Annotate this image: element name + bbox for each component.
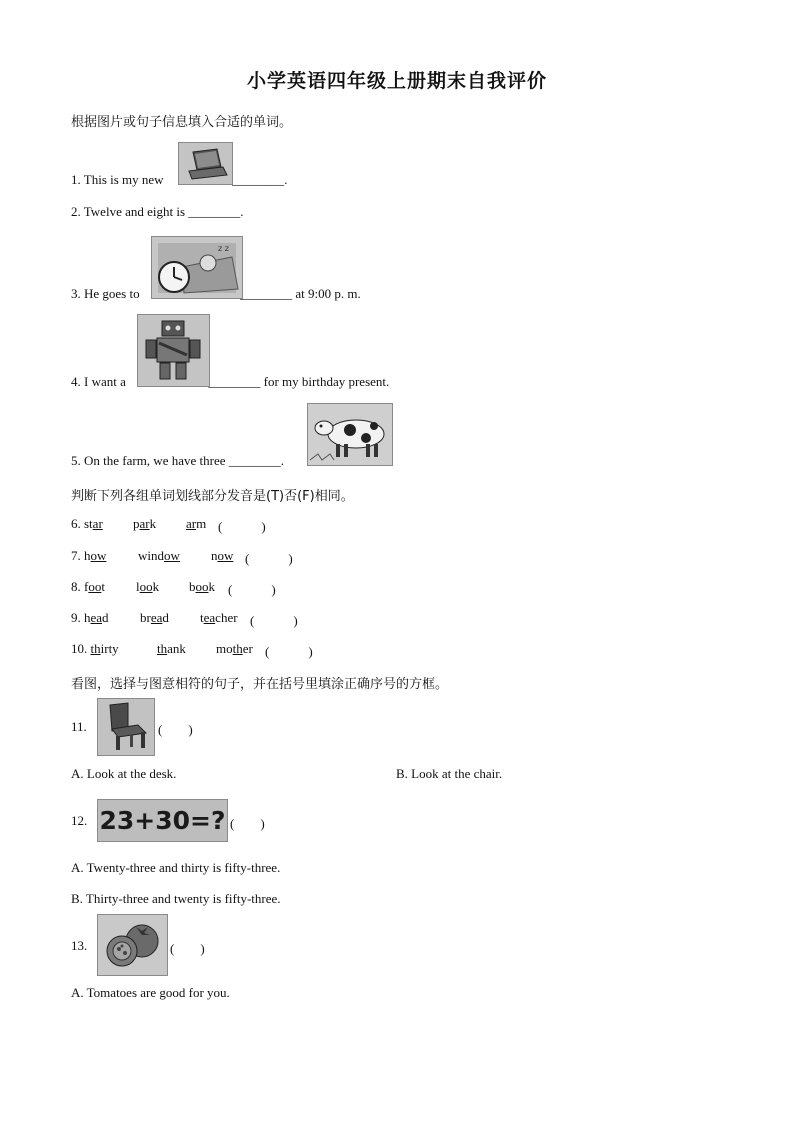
q5-blank[interactable]: ________ bbox=[228, 453, 281, 468]
section2-instruction: 判断下列各组单词划线部分发音是(T)否(F)相同。 bbox=[71, 489, 354, 504]
q13-answer-paren[interactable]: ( ) bbox=[170, 941, 205, 956]
section3-instruction: 看图，选择与图意相符的句子，并在括号里填涂正确序号的方框。 bbox=[71, 677, 449, 692]
question-1 bbox=[71, 172, 287, 188]
equation-text: 23+30=? bbox=[99, 806, 226, 835]
q4-text: 4. I want a bbox=[71, 374, 126, 389]
q2-text: 2. Twelve and eight is bbox=[71, 204, 186, 219]
q6-number: 6. bbox=[71, 516, 81, 531]
question-5 bbox=[71, 453, 284, 469]
q1-blank[interactable]: ________ bbox=[232, 172, 285, 187]
q12-option-b[interactable]: B. Thirty-three and twenty is fifty-three. bbox=[71, 891, 281, 906]
q9-number: 9. bbox=[71, 610, 81, 625]
q2-blank[interactable]: ________ bbox=[188, 204, 241, 219]
q10-word3: mother bbox=[216, 641, 253, 656]
q11-option-a[interactable]: A. Look at the desk. bbox=[71, 766, 177, 781]
q8-answer-paren[interactable]: ( ) bbox=[228, 582, 276, 597]
q1-after: . bbox=[284, 172, 288, 187]
q6-word2: park bbox=[133, 516, 157, 531]
svg-text:z z: z z bbox=[218, 244, 229, 253]
q6-word1: star bbox=[84, 516, 103, 531]
q5-after: . bbox=[280, 453, 284, 468]
q8-word1: foot bbox=[84, 579, 105, 594]
question-6 bbox=[71, 516, 103, 532]
q10-number: 10. bbox=[71, 641, 88, 656]
q8-word2: look bbox=[136, 579, 160, 594]
cow-image bbox=[307, 403, 393, 466]
q11-answer-paren[interactable]: ( ) bbox=[158, 722, 193, 737]
question-3 bbox=[71, 286, 361, 302]
q10-word1: thirty bbox=[90, 641, 119, 656]
question-2 bbox=[71, 204, 244, 220]
q7-answer-paren[interactable]: ( ) bbox=[245, 551, 293, 566]
q8-word3: book bbox=[189, 579, 215, 594]
q8-number: 8. bbox=[71, 579, 81, 594]
question-4 bbox=[71, 374, 389, 390]
q9-answer-paren[interactable]: ( ) bbox=[250, 613, 298, 628]
q12-option-a[interactable]: A. Twenty-three and thirty is fifty-three. bbox=[71, 860, 281, 875]
q10-answer-paren[interactable]: ( ) bbox=[265, 644, 313, 659]
q1-text: 1. This is my new bbox=[71, 172, 164, 187]
chair-image bbox=[97, 698, 155, 756]
q13-number: 13. bbox=[71, 938, 88, 953]
q9-word3: teacher bbox=[200, 610, 238, 625]
q11-option-b[interactable]: B. Look at the chair. bbox=[396, 766, 503, 781]
q9-word2: bread bbox=[140, 610, 169, 625]
q11-number: 11. bbox=[71, 719, 87, 734]
question-10 bbox=[71, 641, 119, 657]
tomatoes-image bbox=[97, 914, 168, 976]
q13-option-a[interactable]: A. Tomatoes are good for you. bbox=[71, 985, 230, 1000]
question-8 bbox=[71, 579, 105, 595]
q7-word3: now bbox=[211, 548, 234, 563]
question-7 bbox=[71, 548, 106, 564]
q3-text: 3. He goes to bbox=[71, 286, 140, 301]
q5-text: 5. On the farm, we have three bbox=[71, 453, 226, 468]
q9-word1: head bbox=[84, 610, 109, 625]
q7-word1: how bbox=[84, 548, 107, 563]
q4-blank[interactable]: ________ bbox=[208, 374, 261, 389]
question-9 bbox=[71, 610, 109, 626]
q12-number: 12. bbox=[71, 813, 88, 828]
q12-answer-paren[interactable]: ( ) bbox=[230, 816, 265, 831]
q10-word2: thank bbox=[157, 641, 186, 656]
q7-number: 7. bbox=[71, 548, 81, 563]
q2-after: . bbox=[240, 204, 244, 219]
q3-after: at 9:00 p. m. bbox=[295, 286, 361, 301]
q7-word2: window bbox=[138, 548, 180, 563]
q3-blank[interactable]: ________ bbox=[240, 286, 293, 301]
equation-image bbox=[97, 799, 228, 842]
page-title: 小学英语四年级上册期末自我评价 bbox=[246, 70, 547, 92]
q6-word3: arm bbox=[186, 516, 207, 531]
q4-after: for my birthday present. bbox=[263, 374, 390, 389]
section1-instruction: 根据图片或句子信息填入合适的单词。 bbox=[71, 115, 293, 130]
q6-answer-paren[interactable]: ( ) bbox=[218, 519, 266, 534]
